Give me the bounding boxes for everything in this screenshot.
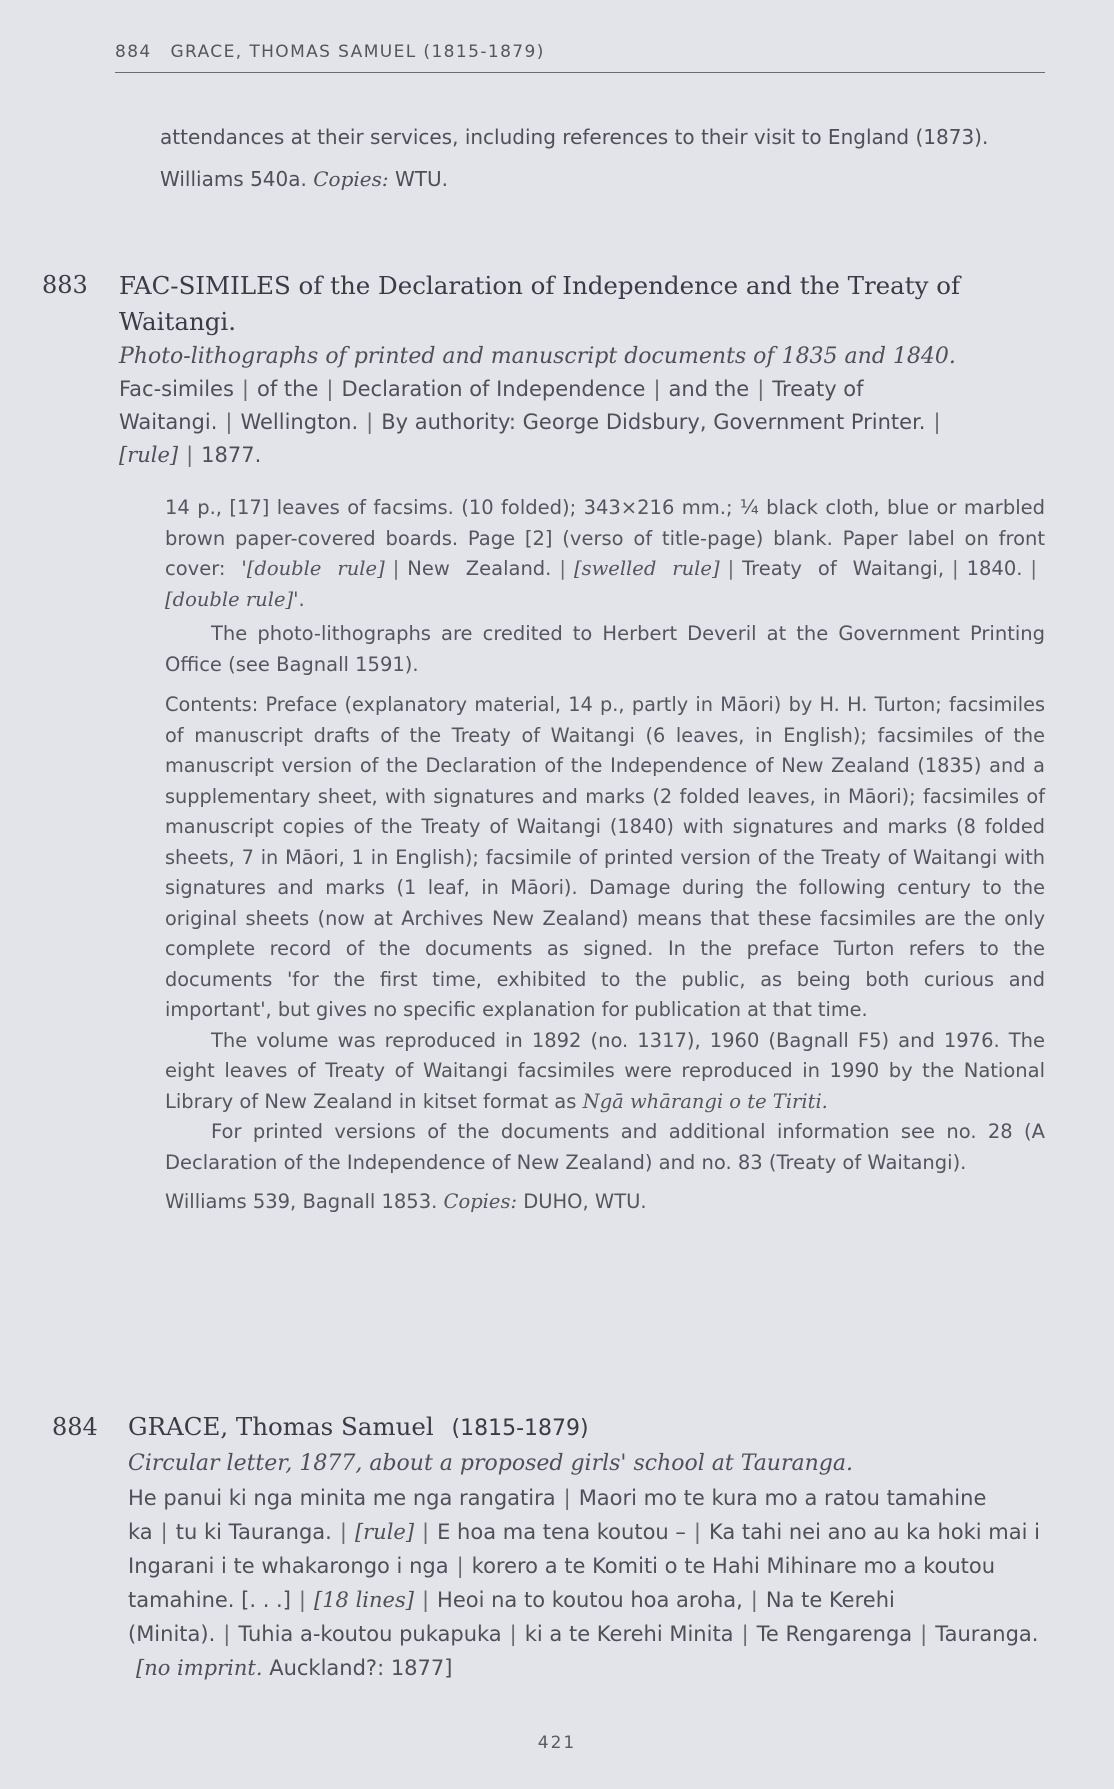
reproduced-text: The volume was reproduced in 1892 (no. 1317), 1960 (Bagnall F5) and 1976. The eight leaves of Treaty of Waitangi facsimiles were reproduced in 1990 by the National Library of New Zealand in kitset format as — [165, 1028, 1045, 1113]
copies-label: Copies: — [313, 167, 389, 191]
reference-text: Williams 540a. — [160, 167, 307, 191]
collation-rule: [swelled rule] — [573, 557, 720, 580]
collation-text: New Zealand. — [407, 557, 552, 580]
transcription-part: E hoa ma tena koutou – — [437, 1520, 686, 1544]
entry-883-credit: The photo-lithographs are credited to Herbert Deveril at the Government Printing Office (see Bagnall 1591). — [165, 622, 1045, 676]
copies-label: Copies: — [443, 1190, 518, 1213]
entry-884-heading — [128, 1409, 1040, 1447]
transcription-part: Na te Kerehi (Minita). — [128, 1588, 895, 1646]
entry-883-notes — [165, 493, 1045, 1218]
transcription-lines-note: [18 lines] — [314, 1588, 414, 1612]
transcription-part: Heoi na to koutou hoa aroha, — [437, 1588, 743, 1612]
imprint-rule: [rule] — [119, 443, 179, 467]
copies-locations: WTU. — [394, 167, 448, 191]
transcription-part: ki a te Kerehi Minita — [524, 1622, 734, 1646]
imprint-part: Declaration of Independence — [341, 377, 646, 401]
running-header — [115, 42, 1045, 73]
imprint-part: and the — [668, 377, 750, 401]
entry-883 — [119, 268, 1039, 472]
reproduced-title: Ngā whārangi o te Tiriti. — [582, 1089, 828, 1113]
transcription-part: He panui ki nga minita me nga rangatira — [128, 1486, 556, 1510]
previous-entry-reference — [160, 164, 1045, 195]
transcription-part: Tuhia a-koutou pukapuka — [238, 1622, 502, 1646]
entry-883-printed-versions: For printed versions of the documents and additional information see no. 28 (A Declaration of the Independence of New Zealand) and no. 83 (Treaty of Waitangi). — [165, 1120, 1045, 1174]
entry-883-heading: FAC-SIMILES of the Declaration of Independence and the Treaty of Waitangi. — [119, 271, 961, 336]
imprint-part: By authority: George Didsbury, Government Printer. — [381, 410, 926, 434]
entry-883-collation: 14 p., [17] leaves of facsims. (10 folded); 343×216 mm.; ¼ black cloth, blue or marbled brown paper-covered boards. Page [2] (verso of title-page) blank. Paper label on front cover: '[double rule] | New Zealand. | [swelled rule] | Treaty of Waitangi, | 1840. |[double rule]'. — [165, 496, 1045, 611]
entry-883-contents: Contents: Preface (explanatory material, 14 p., partly in Māori) by H. H. Turton; facsimiles of manuscript drafts of the Treaty of Waitangi (6 leaves, in English); facsimiles of the manuscript version of the Declaration of the Independence of New Zealand (1835) and a supplementary sheet, with signatures and marks (2 folded leaves, in Māori); facsimiles of manuscript copies of the Treaty of Waitangi (1840) with signatures and marks (8 folded sheets, 7 in Māori, 1 in English); facsimile of printed version of the Treaty of Waitangi with signatures and marks (1 leaf, in Māori). Damage during the following century to the original sheets (now at Archives New Zealand) means that these facsimiles are the only complete record of the documents as signed. In the preface Turton refers to the documents 'for the first time, exhibited to the public, as being both curious and important', but gives no specific explanation for publication at that time. — [165, 693, 1045, 1021]
entry-884-subtitle: Circular letter, 1877, about a proposed girls' school at Tauranga. — [128, 1451, 853, 1476]
header-running-title: GRACE, THOMAS SAMUEL (1815-1879) — [170, 42, 545, 62]
imprint-guess: Auckland?: 1877] — [269, 1656, 453, 1680]
entry-884 — [128, 1409, 1040, 1685]
collation-text: '. — [293, 587, 305, 611]
collation-rule: [double rule] — [165, 587, 294, 611]
entry-883-subtitle: Photo-lithographs of printed and manuscript documents of 1835 and 1840. — [119, 344, 956, 369]
footer-page-number: 421 — [537, 1733, 577, 1753]
imprint-date: 1877. — [201, 443, 262, 467]
copies-locations: DUHO, WTU. — [523, 1190, 647, 1213]
entry-number-883: 883 — [42, 271, 88, 299]
imprint-part: Treaty of Waitangi. — [119, 377, 864, 434]
entry-883-imprint: Fac-similes | of the | Declaration of Independence | and the | Treaty of Waitangi. | Wellington. | By authority: George Didsbury, Government Printer. |[rule] | 1877. — [119, 377, 941, 467]
transcription-part: Te Rengarenga — [756, 1622, 913, 1646]
collation-text: Treaty of Waitangi, — [742, 557, 945, 580]
transcription-part: Tauranga. — [935, 1622, 1039, 1646]
imprint-part: Fac-similes — [119, 377, 234, 401]
transcription-part: Ka tahi nei ano au ka hoki mai i Ingarani i te whakarongo i nga — [128, 1520, 1040, 1578]
collation-rule: [double rule] — [246, 557, 385, 580]
transcription-rule: [rule] — [354, 1520, 415, 1544]
collation-text: 1840. — [966, 557, 1023, 580]
collation-text: 14 p., [17] leaves of facsims. (10 folded); 343×216 mm.; ¼ black cloth, blue or marbled brown paper-covered boards. Page [2] (verso of title-page) blank. Paper label on front cover: ' — [165, 496, 1045, 580]
transcription-part: korero a te Komiti o te Hahi Mihinare mo a koutou tamahine. [. . .] — [128, 1554, 996, 1612]
entry-number-884: 884 — [52, 1413, 98, 1441]
imprint-part: of the — [256, 377, 319, 401]
transcription-part: tu ki Tauranga. — [175, 1520, 332, 1544]
entry-883-reference — [165, 1187, 1045, 1218]
previous-entry-continuation — [160, 122, 1045, 195]
entry-883-reproduced — [165, 1026, 1045, 1118]
imprint-part: Wellington. — [240, 410, 359, 434]
entry-884-transcription: He panui ki nga minita me nga rangatira | Maori mo te kura mo a ratou tamahine ka | tu ki Tauranga. | [rule] | E hoa ma tena koutou – | Ka tahi nei ano au ka hoki mai i Ingarani i te whakarongo i nga | korero a te Komiti o te Hahi Mihinare mo a koutou tamahine. [. . .] | [18 lines] | Heoi na to koutou hoa aroha, | Na te Kerehi (Minita). | Tuhia a-koutou pukapuka | ki a te Kerehi Minita | Te Rengarenga | Tauranga. [no imprint. Auckland?: 1877] — [128, 1486, 1040, 1680]
transcription-part: Maori mo te kura mo a ratou tamahine ka — [128, 1486, 987, 1544]
reference-text: Williams 539, Bagnall 1853. — [165, 1190, 438, 1213]
entry-884-dates: (1815-1879) — [451, 1416, 589, 1441]
no-imprint-note: [no imprint. — [136, 1656, 263, 1680]
previous-entry-text: attendances at their services, including references to their visit to England (1873). — [160, 125, 989, 149]
entry-884-name: GRACE, Thomas Samuel — [128, 1412, 434, 1441]
header-page-number: 884 — [115, 42, 152, 62]
